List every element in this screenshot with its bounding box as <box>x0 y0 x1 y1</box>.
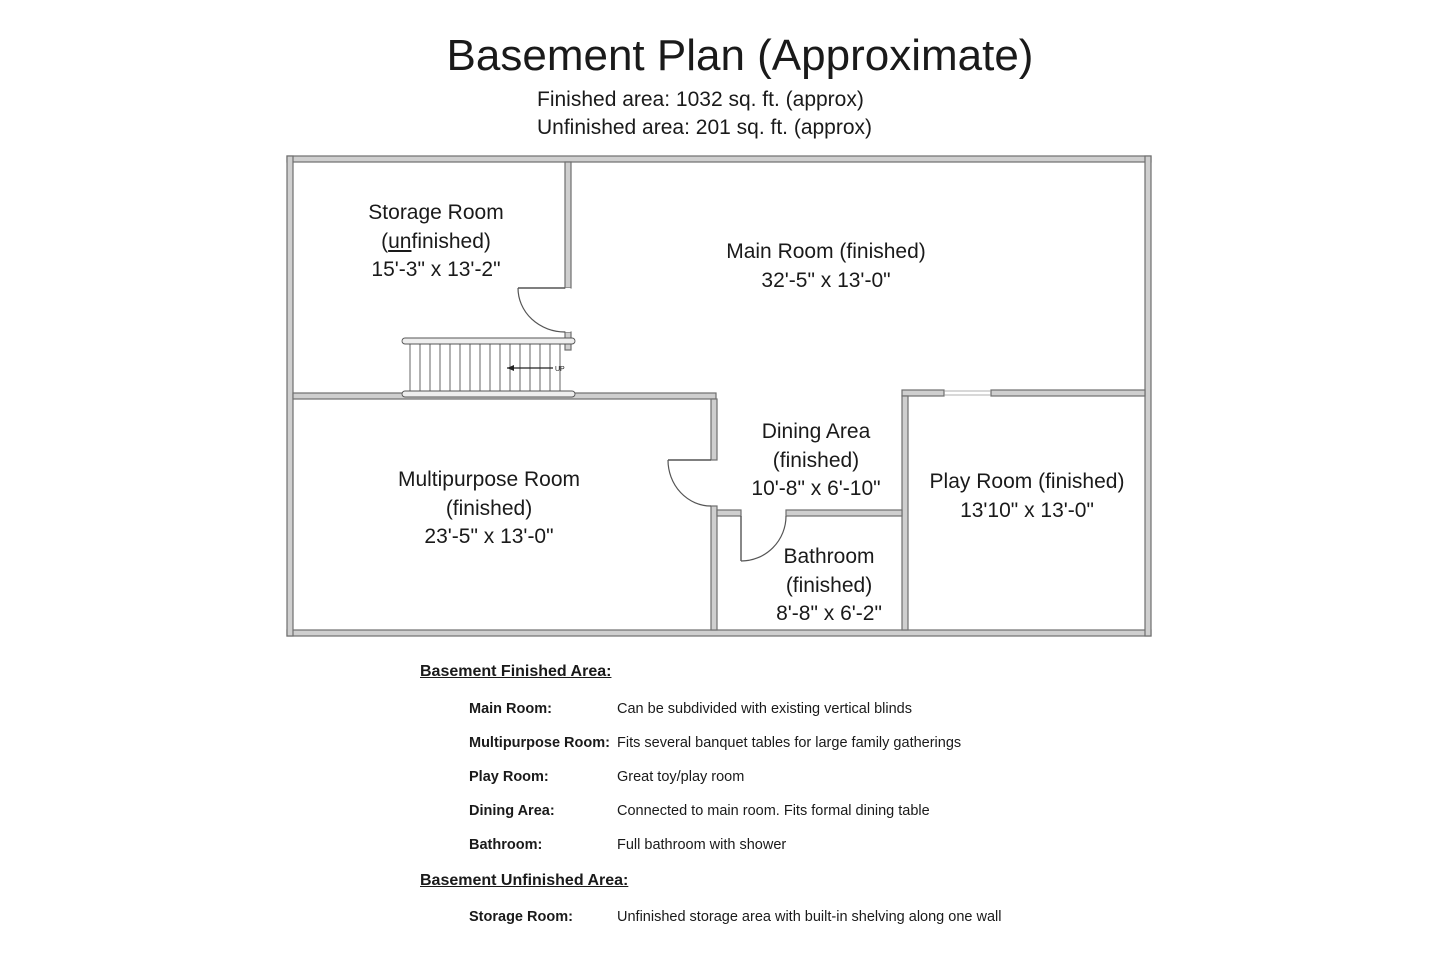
note-key: Dining Area: <box>469 803 555 819</box>
storage-room-dims: 15'-3" x 13'-2" <box>371 258 501 281</box>
play-room-label <box>930 468 1125 525</box>
multipurpose-room-name: Multipurpose Room <box>397 468 581 491</box>
note-key: Play Room: <box>469 769 549 785</box>
bathroom-top-wall-right <box>786 510 902 516</box>
multipurpose-right-wall-upper <box>711 399 717 460</box>
play-left-wall <box>902 396 908 630</box>
note-key: Storage Room: <box>469 909 573 925</box>
multipurpose-room-dims: 23'-5" x 13'-0" <box>424 525 554 548</box>
note-value: Connected to main room. Fits formal dining table <box>617 803 930 819</box>
outer-wall-right <box>1145 156 1151 636</box>
multipurpose-room-status: (finished) <box>445 496 533 520</box>
storage-room-name: Storage Room <box>368 201 504 224</box>
stairs-up-label: UP <box>555 366 565 373</box>
note-key: Bathroom: <box>469 837 543 853</box>
note-value: Can be subdivided with existing vertical blinds <box>617 701 912 717</box>
note-key: Main Room: <box>469 701 552 717</box>
storage-door <box>518 288 568 332</box>
storage-room-status: (unfinished) <box>381 229 491 253</box>
dining-area-name: Dining Area <box>761 420 871 443</box>
finished-area-heading: Basement Finished Area: <box>420 663 612 680</box>
note-key: Multipurpose Room: <box>469 735 610 751</box>
multipurpose-door <box>668 460 711 506</box>
outer-wall-left <box>287 156 293 636</box>
note-value: Unfinished storage area with built-in shelving along one wall <box>617 909 1002 925</box>
bathroom-top-wall-left <box>717 510 741 516</box>
page-title: Basement Plan (Approximate) <box>446 31 1034 80</box>
main-room-label <box>726 238 926 295</box>
play-top-wall-left <box>902 390 944 396</box>
storage-main-wall-upper <box>565 162 571 288</box>
bathroom-dims: 8'-8" x 6'-2" <box>776 602 882 625</box>
main-room-dims: 32'-5" x 13'-0" <box>761 268 891 292</box>
note-value: Full bathroom with shower <box>617 837 787 853</box>
note-value: Fits several banquet tables for large family gatherings <box>617 735 962 751</box>
play-room-opening <box>944 391 991 395</box>
storage-room-label <box>368 199 503 285</box>
play-room-dims: 13'10" x 13'-0" <box>960 498 1094 522</box>
dining-area-dims: 10'-8" x 6'-10" <box>751 477 881 500</box>
unfinished-area-heading: Basement Unfinished Area: <box>420 872 629 889</box>
bathroom-status: (finished) <box>785 573 873 597</box>
staircase <box>402 338 575 397</box>
bathroom-label <box>776 543 882 629</box>
multipurpose-room-label <box>398 466 580 552</box>
multipurpose-right-wall-lower <box>711 506 717 630</box>
finished-area-text: Finished area: 1032 sq. ft. (approx) <box>537 88 864 111</box>
main-room-name: Main Room (finished) <box>726 240 926 263</box>
outer-wall-bottom <box>287 630 1151 636</box>
note-value: Great toy/play room <box>617 769 745 785</box>
play-top-wall-right <box>991 390 1145 396</box>
dining-area-label <box>751 418 880 504</box>
bathroom-name: Bathroom <box>783 545 875 568</box>
dining-area-status: (finished) <box>772 448 860 472</box>
play-room-name: Play Room (finished) <box>929 470 1125 493</box>
unfinished-area-text: Unfinished area: 201 sq. ft. (approx) <box>537 116 873 139</box>
outer-wall-top <box>287 156 1151 162</box>
